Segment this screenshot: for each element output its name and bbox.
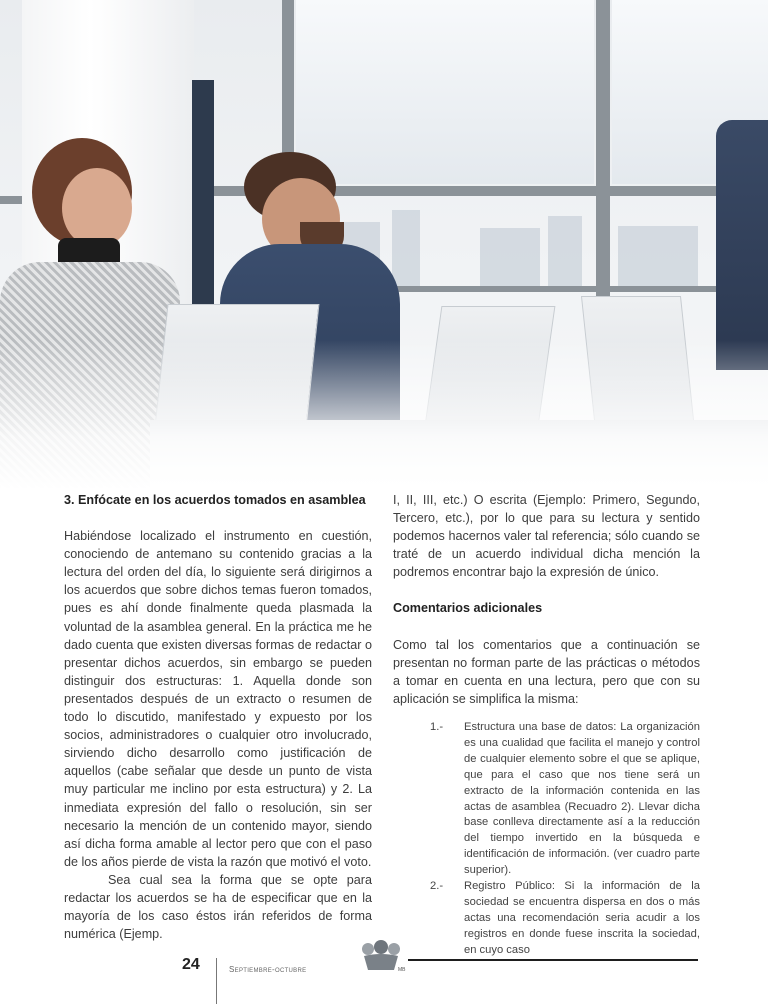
numbered-list <box>426 720 700 959</box>
section-heading: 3. Enfócate en los acuerdos tomados en asamblea <box>64 493 366 507</box>
body-paragraph: Como tal los comentarios que a continuación se presentan no forman parte de las prácticas o métodos a tomar en cuenta en una lectura, pero que con su aplicación se simplifica la misma: <box>393 637 700 706</box>
list-number: 2.- <box>430 880 444 893</box>
window-frame-vertical <box>596 0 610 330</box>
body-paragraph: Sea cual sea la forma que se opte para redactar los acuerdos se ha de especificar que en la mayoría de los caso éstos irán referidos de forma numérica (Ejemp. <box>64 872 372 942</box>
section-heading: Comentarios adicionales <box>393 601 543 616</box>
footer-divider <box>216 958 217 1004</box>
body-paragraph: Habiéndose localizado el instrumento en cuestión, conociendo de antemano su contenido gracias a la lectura del orden del día, lo siguiente será dirigirnos a los acuerdos que sobre dichos temas fueron tomados, pues es ahí donde finalmente queda plasmada la voluntad de la asamblea general. En la práctica me he dado cuenta que existen diversas formas de redactar o presentar dichos acuerdos, sin embargo se pueden distinguir dos estructuras: 1. Aquella donde son presentados después de un extracto o resumen de todo lo discutido, manifestado y expuesto por los socios, administradores o cualquier otro involucrado, sirviendo dicho desarrollo como justificación de aquellos (cabe señalar que desde un punto de vista muy particular me inclino por esta estructura) y 2. La inmediata expresión del fallo o resolución, sin ser necesario la mención de un contenido mayor, siendo así dicha forma amable al lector pero que con el paso de los años pierde de vista la razón que motivó el voto. <box>64 529 372 869</box>
list-text: Registro Público: Si la información de la sociedad se encuentra dispersa en dos o más actas una recomendación seria acudir a los registros en donde fuese inscrita la sociedad, en cuyo caso <box>464 880 700 956</box>
list-item <box>426 720 700 879</box>
footer-rule <box>408 959 698 961</box>
issue-date: Septiembre-octubre <box>229 965 307 974</box>
presenter-suit <box>716 120 768 370</box>
hanging-coat <box>192 80 214 310</box>
svg-text:MB: MB <box>398 967 406 973</box>
list-text: Estructura una base de datos: La organización es una cualidad que facilita el manejo y control de cualquier elemento sobre el que se aplique, que para el caso que nos tiene será un extracto de la información contenida en las actas de asamblea (Recuadro 2). Llevar dicha base conlleva directamente así a la reducción del tiempo invertido en la búsqueda e identificación de información. (ver cuadro parte superior). <box>464 721 700 877</box>
window-pane <box>296 0 594 184</box>
magazine-logo-icon <box>360 940 406 974</box>
woman-face <box>62 168 132 248</box>
body-paragraph: I, II, III, etc.) O escrita (Ejemplo: Primero, Segundo, Tercero, etc.), por lo que para su lectura y sentido podemos hacernos valer tal referencia; sólo cuando se traté de un acuerdo individual dicha mención la podremos encontrar bajo la expresión de único. <box>393 493 700 580</box>
list-number: 1.- <box>430 721 444 733</box>
list-item <box>426 879 700 959</box>
skyline-building <box>392 210 420 286</box>
skyline-building <box>548 216 582 286</box>
right-column <box>393 491 700 708</box>
window-frame-horizontal <box>0 196 24 204</box>
hero-photo <box>0 0 768 490</box>
photo-fade <box>0 340 768 490</box>
skyline-building <box>618 226 698 286</box>
skyline-building <box>480 228 540 286</box>
left-column <box>64 491 372 943</box>
page-number: 24 <box>182 956 200 973</box>
